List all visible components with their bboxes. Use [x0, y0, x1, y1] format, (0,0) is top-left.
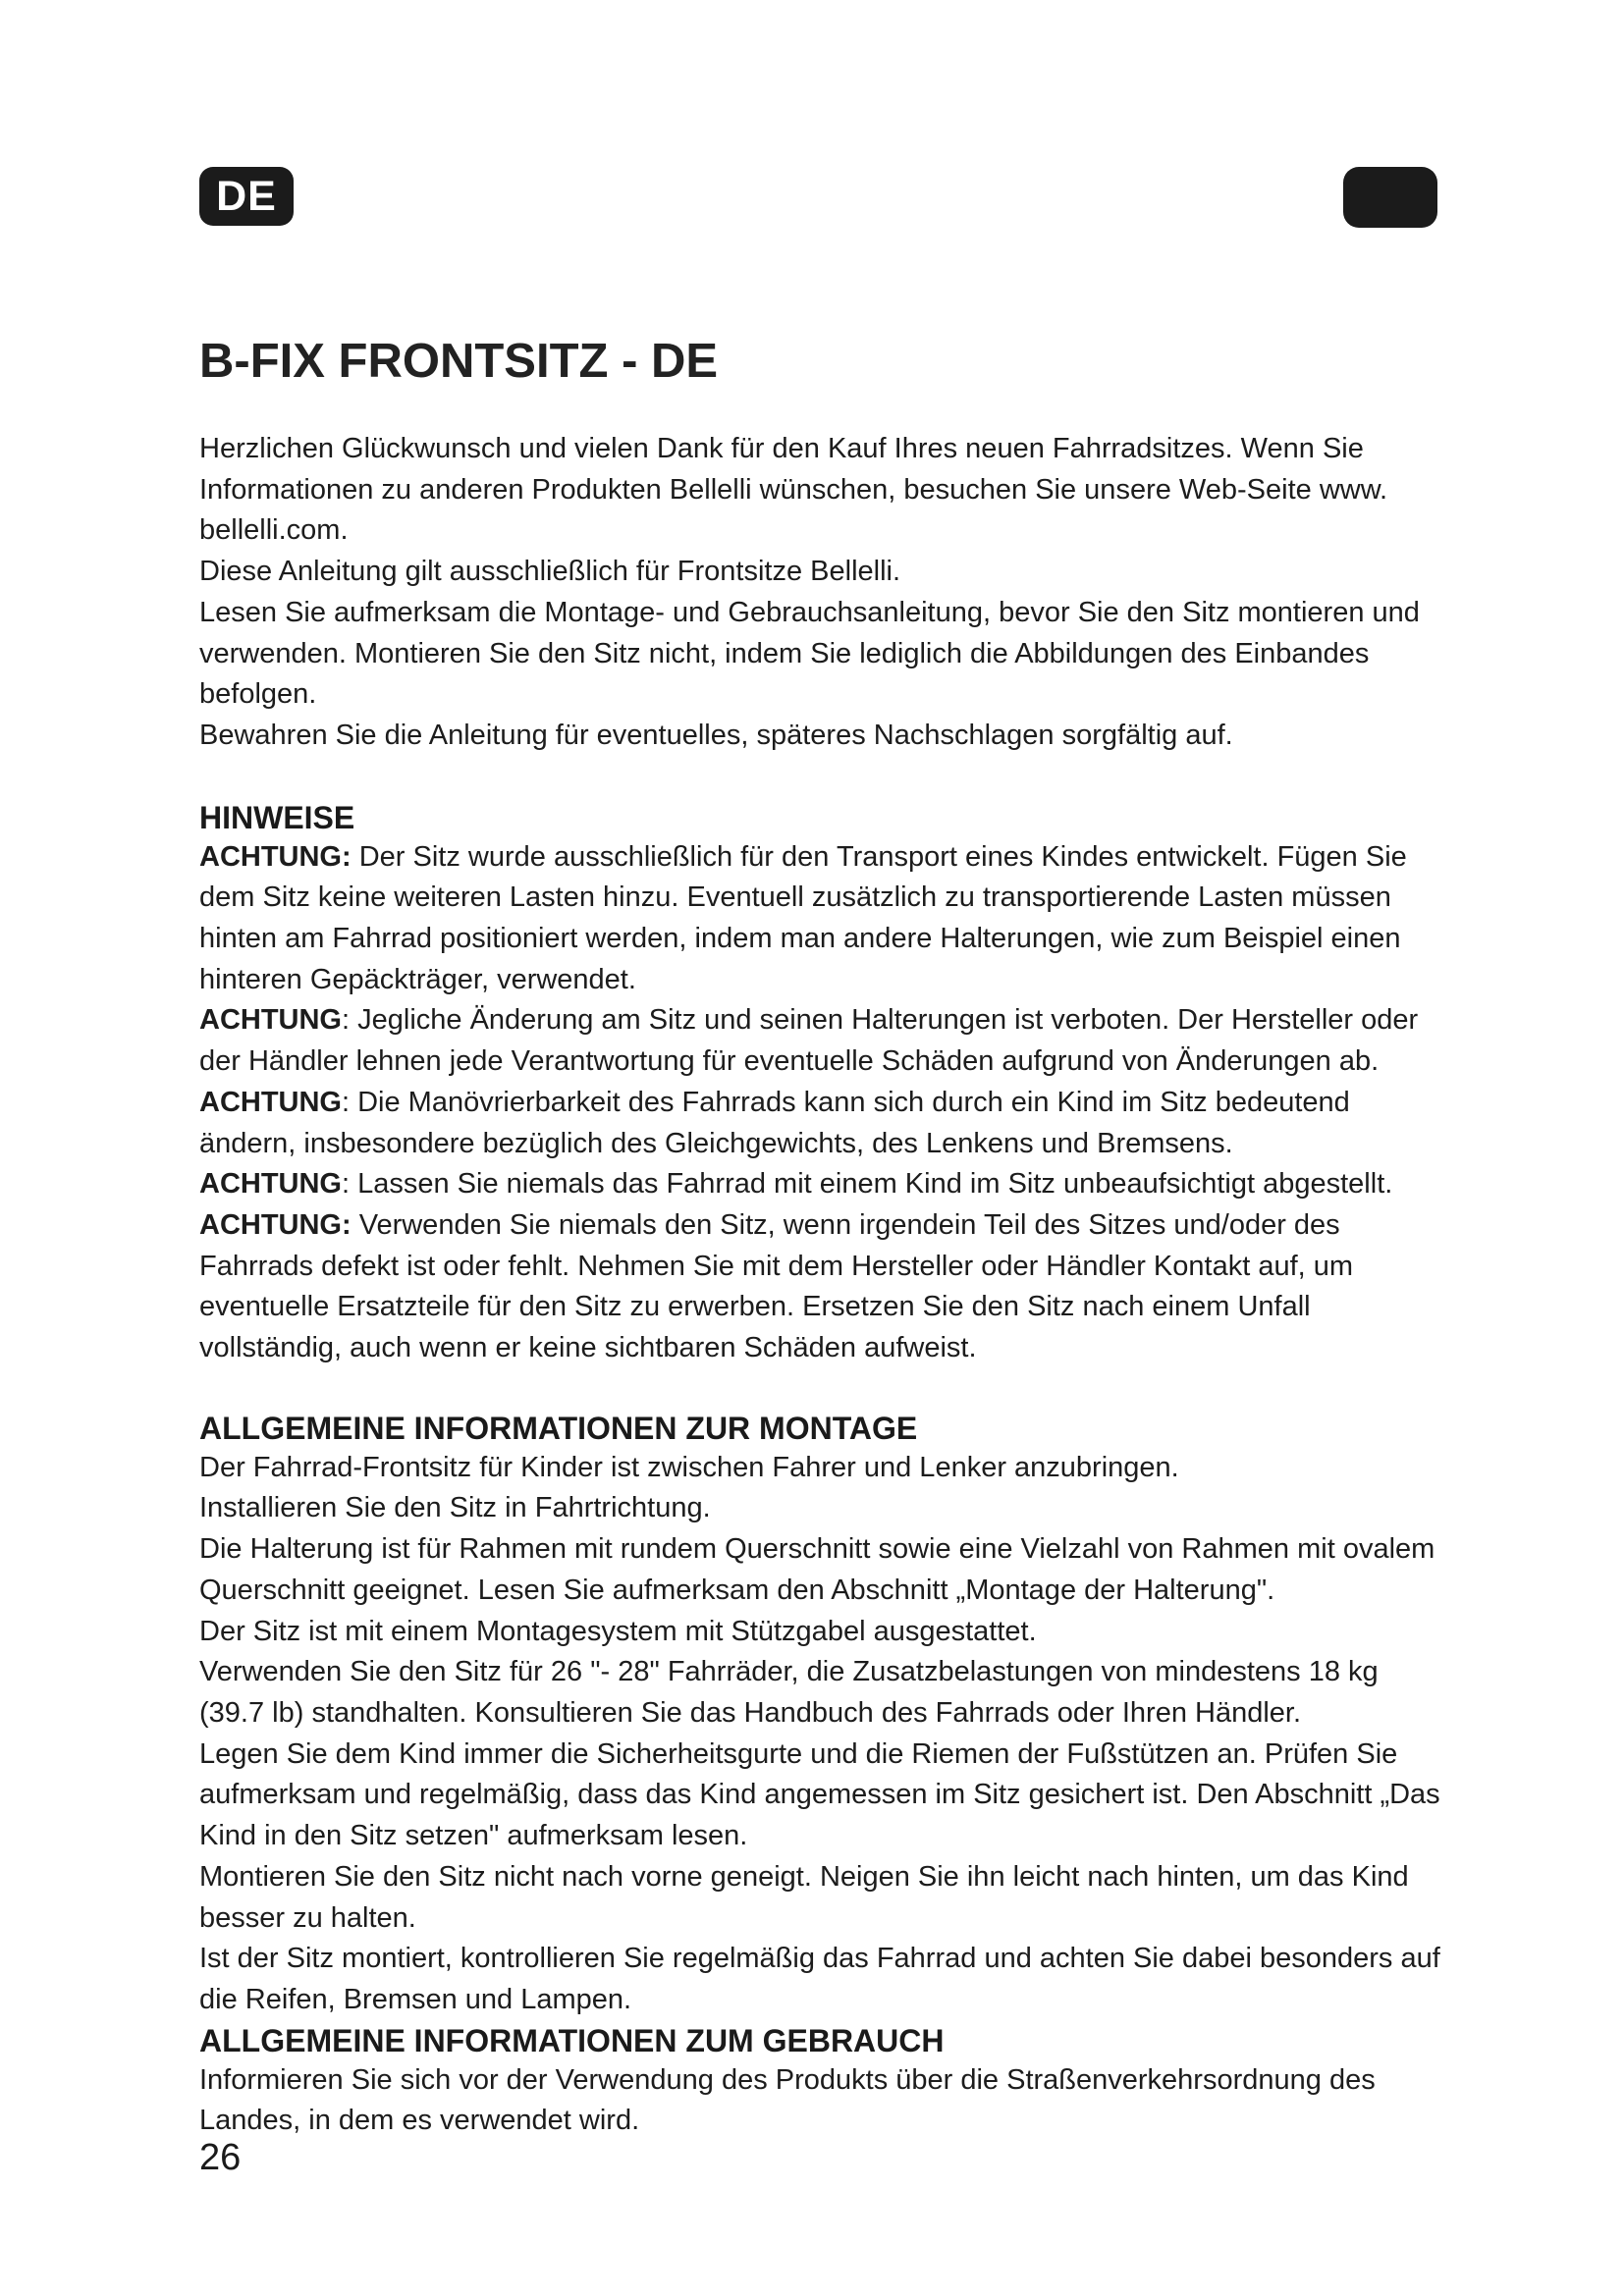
intro-section — [199, 429, 1446, 757]
warning-text: Verwenden Sie niemals den Sitz, wenn irgendein Teil des Sitzes und/oder des Fahrrads defekt ist oder fehlt. Nehmen Sie mit dem Hersteller oder Händler Kontakt auf, um eventuelle Ersatzteile für den Sitz zu erwerben. Ersetzen Sie den Sitz nach einem Unfall vollständig, auch wenn er keine sichtbaren Schäden aufweist. — [199, 1208, 1354, 1364]
hinweise-section — [199, 798, 1446, 1369]
warning-item — [199, 1164, 1446, 1205]
montage-heading: ALLGEMEINE INFORMATIONEN ZUR MONTAGE — [199, 1410, 918, 1446]
warning-item — [199, 1083, 1446, 1164]
language-badge: DE — [199, 167, 294, 226]
warning-text: Der Sitz wurde ausschließlich für den Transport eines Kindes entwickelt. Fügen Sie dem Sitz keine weiteren Lasten hinzu. Eventuell zusätzlich zu transportierende Lasten müssen hinten am Fahrrad positioniert werden, indem man andere Halterungen, wie zum Beispiel einen hinteren Gepäckträger, verwendet. — [199, 840, 1407, 995]
intro-paragraph: Diese Anleitung gilt ausschließlich für Frontsitze Bellelli. — [199, 556, 901, 588]
warning-text: : Die Manövrierbarkeit des Fahrrads kann sich durch ein Kind im Sitz bedeutend ändern, insbesondere bezüglich des Gleichgewichts, des Lenkens und Bremsens. — [199, 1086, 1350, 1159]
montage-paragraph: Installieren Sie den Sitz in Fahrtrichtung. — [199, 1492, 711, 1524]
warning-item — [199, 837, 1446, 1001]
gebrauch-section — [199, 2021, 1446, 2142]
warning-item — [199, 1000, 1446, 1082]
warning-text: : Jegliche Änderung am Sitz und seinen Halterungen ist verboten. Der Hersteller oder der Händler lehnen jede Verantwortung für eventuelle Schäden aufgrund von Änderungen ab. — [199, 1004, 1419, 1078]
page-number: 26 — [199, 2137, 242, 2178]
intro-paragraph: Bewahren Sie die Anleitung für eventuelles, späteres Nachschlagen sorgfältig auf. — [199, 719, 1233, 751]
hinweise-heading: HINWEISE — [199, 799, 355, 835]
montage-paragraph: Verwenden Sie den Sitz für 26 "- 28" Fahrräder, die Zusatzbelastungen von mindestens 18 kg (39.7 lb) standhalten. Konsultieren Sie das Handbuch des Fahrrads oder Ihren Händler. — [199, 1656, 1379, 1729]
warning-text: : Lassen Sie niemals das Fahrrad mit einem Kind im Sitz unbeaufsichtigt abgestellt. — [342, 1168, 1393, 1201]
warning-label: ACHTUNG — [199, 1168, 342, 1201]
intro-paragraph: Lesen Sie aufmerksam die Montage- und Gebrauchsanleitung, bevor Sie den Sitz montieren und verwenden. Montieren Sie den Sitz nicht, indem Sie lediglich die Abbildungen des Einbandes befolgen. — [199, 596, 1420, 711]
manual-content — [199, 429, 1446, 2142]
warning-label: ACHTUNG — [199, 1004, 342, 1037]
montage-paragraph: Der Sitz ist mit einem Montagesystem mit Stützgabel ausgestattet. — [199, 1615, 1037, 1647]
montage-paragraph: Ist der Sitz montiert, kontrollieren Sie regelmäßig das Fahrrad und achten Sie dabei besonders auf die Reifen, Bremsen und Lampen. — [199, 1943, 1440, 2015]
intro-paragraph: Herzlichen Glückwunsch und vielen Dank für den Kauf Ihres neuen Fahrradsitzes. Wenn Sie Informationen zu anderen Produkten Bellelli wünschen, besuchen Sie unsere Web-Seite www. bellelli.com. — [199, 433, 1388, 547]
page-title: B-FIX FRONTSITZ - DE — [199, 335, 719, 388]
montage-paragraph: Montieren Sie den Sitz nicht nach vorne geneigt. Neigen Sie ihn leicht nach hinten, um das Kind besser zu halten. — [199, 1860, 1409, 1934]
warning-label: ACHTUNG — [199, 1086, 342, 1118]
warning-label: ACHTUNG: — [199, 1208, 352, 1241]
gebrauch-heading: ALLGEMEINE INFORMATIONEN ZUM GEBRAUCH — [199, 2022, 945, 2058]
gebrauch-paragraph: Informieren Sie sich vor der Verwendung des Produkts über die Straßenverkehrsordnung des Landes, in dem es verwendet wird. — [199, 2063, 1376, 2137]
montage-paragraph: Der Fahrrad-Frontsitz für Kinder ist zwischen Fahrer und Lenker anzubringen. — [199, 1451, 1179, 1483]
montage-paragraph: Die Halterung ist für Rahmen mit rundem Querschnitt sowie eine Vielzahl von Rahmen mit ovalem Querschnitt geeignet. Lesen Sie aufmerksam den Abschnitt „Montage der Halterung". — [199, 1533, 1435, 1606]
blank-badge — [1343, 167, 1437, 228]
warning-label: ACHTUNG: — [199, 840, 352, 873]
montage-paragraph: Legen Sie dem Kind immer die Sicherheitsgurte und die Riemen der Fußstützen an. Prüfen Sie aufmerksam und regelmäßig, dass das Kind angemessen im Sitz gesichert ist. Den Abschnitt „Das Kind in den Sitz setzen" aufmerksam lesen. — [199, 1737, 1440, 1852]
warning-item — [199, 1205, 1446, 1369]
montage-section — [199, 1409, 1446, 2021]
